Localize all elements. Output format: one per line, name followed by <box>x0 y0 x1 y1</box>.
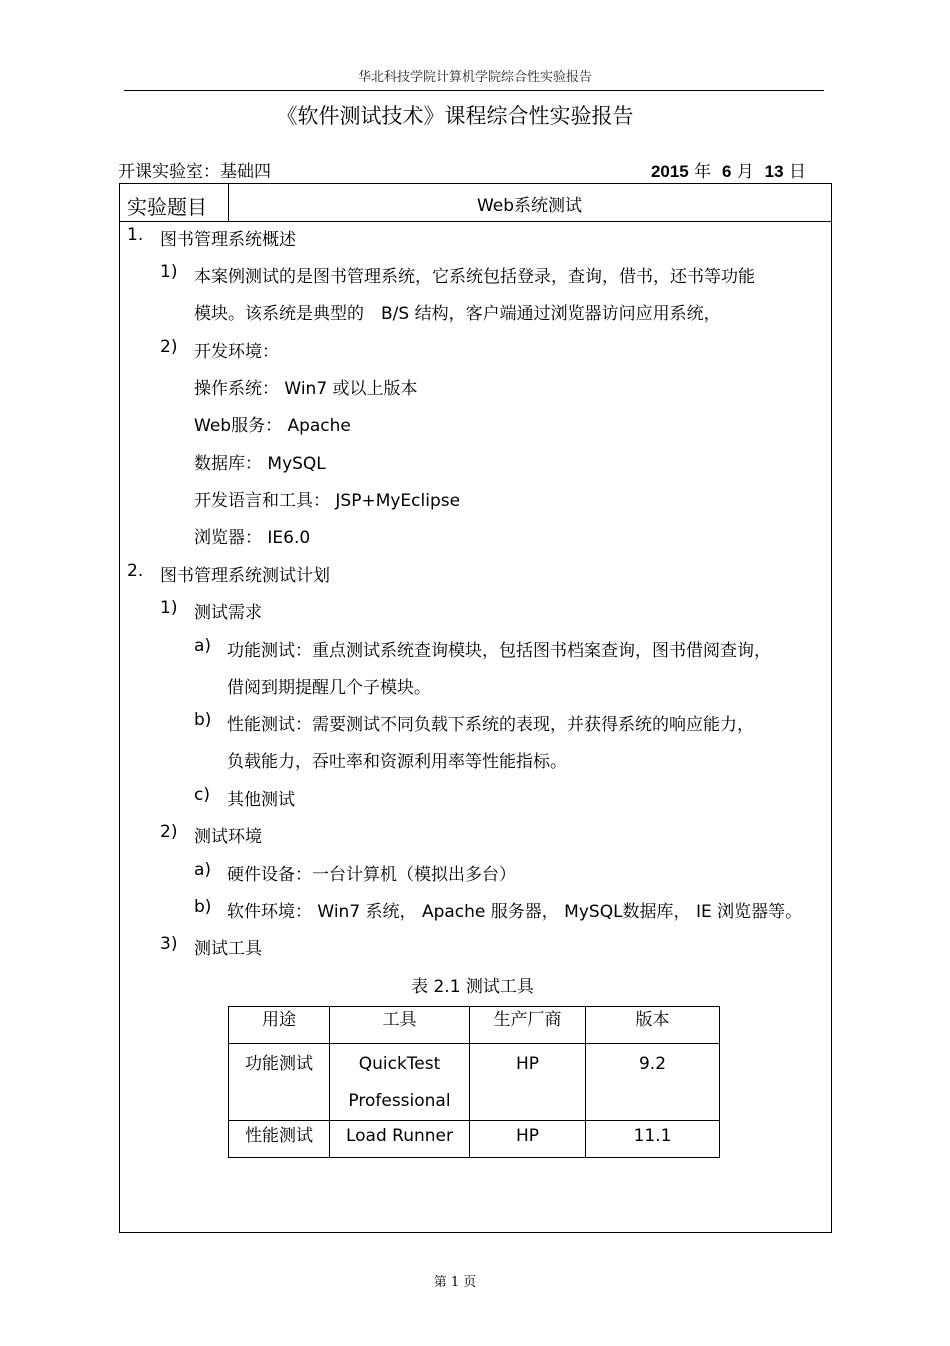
table-cell-tool <box>330 1044 470 1121</box>
tool-name-line-1: QuickTest <box>358 1054 441 1074</box>
item-2-2-b-text: 软件环境： Win7 系统， Apache 服务器， MySQL数据库， IE 浏览器等。 <box>227 902 803 922</box>
section-2-number: 2. <box>127 561 144 581</box>
item-1-2-number: 2) <box>160 337 178 357</box>
section-1-heading: 图书管理系统概述 <box>160 230 296 250</box>
env-os: 操作系统： Win7 或以上版本 <box>194 379 418 399</box>
item-2-2-a-text: 硬件设备：一台计算机（模拟出多台） <box>227 865 516 885</box>
table-cell-use: 性能测试 <box>229 1121 330 1158</box>
date-year-unit: 年 <box>694 162 712 182</box>
report-date <box>651 157 806 182</box>
section-2-heading: 图书管理系统测试计划 <box>160 566 330 586</box>
table-row <box>229 1121 720 1158</box>
date-year: 2015 <box>650 162 689 181</box>
table-row <box>229 1044 720 1121</box>
table-cell-vendor: HP <box>470 1044 586 1121</box>
item-2-1-number: 1) <box>160 598 178 618</box>
env-language-tools: 开发语言和工具： JSP+MyEclipse <box>194 491 461 511</box>
page-number: 第 1 页 <box>433 1275 477 1290</box>
env-database: 数据库： MySQL <box>194 454 326 474</box>
item-2-1-heading: 测试需求 <box>194 603 262 623</box>
subject-label: 实验题目 <box>127 195 207 219</box>
item-2-1-a-line-1: 功能测试：重点测试系统查询模块，包括图书档案查询，图书借阅查询， <box>227 641 771 661</box>
table-header-cell: 版本 <box>586 1007 720 1044</box>
tool-name-line-2: Professional <box>348 1091 451 1111</box>
item-1-1-line-1: 本案例测试的是图书管理系统，它系统包括登录，查询，借书，还书等功能 <box>194 267 755 287</box>
item-2-2-b-marker: b) <box>194 897 212 917</box>
item-2-1-c-marker: c) <box>194 785 210 805</box>
table-cell-vendor: HP <box>470 1121 586 1158</box>
table-header-cell: 工具 <box>330 1007 470 1044</box>
section-1-number: 1. <box>127 225 144 245</box>
item-2-1-b-marker: b) <box>194 710 212 730</box>
running-header: 华北科技学院计算机学院综合性实验报告 <box>357 70 592 85</box>
document-title: 《软件测试技术》课程综合性实验报告 <box>276 104 634 128</box>
subject-row-divider <box>119 221 831 222</box>
table-header-cell: 用途 <box>229 1007 330 1044</box>
table-caption: 表 2.1 测试工具 <box>411 977 534 997</box>
header-rule <box>124 90 824 91</box>
subject-value: Web系统测试 <box>476 196 583 216</box>
item-2-1-b-line-2: 负载能力，吞吐率和资源利用率等性能指标。 <box>227 752 567 772</box>
item-1-2-heading: 开发环境： <box>194 342 279 362</box>
env-browser: 浏览器： IE6.0 <box>194 528 311 548</box>
date-day: 13 <box>764 162 784 181</box>
item-2-3-number: 3) <box>160 934 178 954</box>
env-web-server: Web服务： Apache <box>194 416 351 436</box>
table-cell-version: 9.2 <box>586 1044 720 1121</box>
item-2-1-a-line-2: 借阅到期提醒几个子模块。 <box>227 678 431 698</box>
item-2-1-a-marker: a) <box>194 636 212 656</box>
tools-table <box>228 1006 720 1158</box>
table-header-cell: 生产厂商 <box>470 1007 586 1044</box>
item-1-1-number: 1) <box>160 262 178 282</box>
table-cell-tool: Load Runner <box>330 1121 470 1158</box>
item-2-2-number: 2) <box>160 822 178 842</box>
item-1-1-line-2: 模块。该系统是典型的 B/S 结构，客户端通过浏览器访问应用系统， <box>194 304 721 324</box>
table-cell-use: 功能测试 <box>229 1044 330 1121</box>
date-day-unit: 日 <box>789 162 806 182</box>
item-2-2-a-marker: a) <box>194 860 212 880</box>
date-month: 6 <box>721 162 732 181</box>
table-cell-version: 11.1 <box>586 1121 720 1158</box>
date-month-unit: 月 <box>736 162 754 182</box>
table-header-row <box>229 1007 720 1044</box>
lab-location: 开课实验室：基础四 <box>118 162 271 182</box>
item-2-1-b-line-1: 性能测试：需要测试不同负载下系统的表现，并获得系统的响应能力， <box>227 715 754 735</box>
item-2-2-heading: 测试环境 <box>194 827 262 847</box>
item-2-1-c-text: 其他测试 <box>227 790 295 810</box>
item-2-3-heading: 测试工具 <box>194 939 262 959</box>
